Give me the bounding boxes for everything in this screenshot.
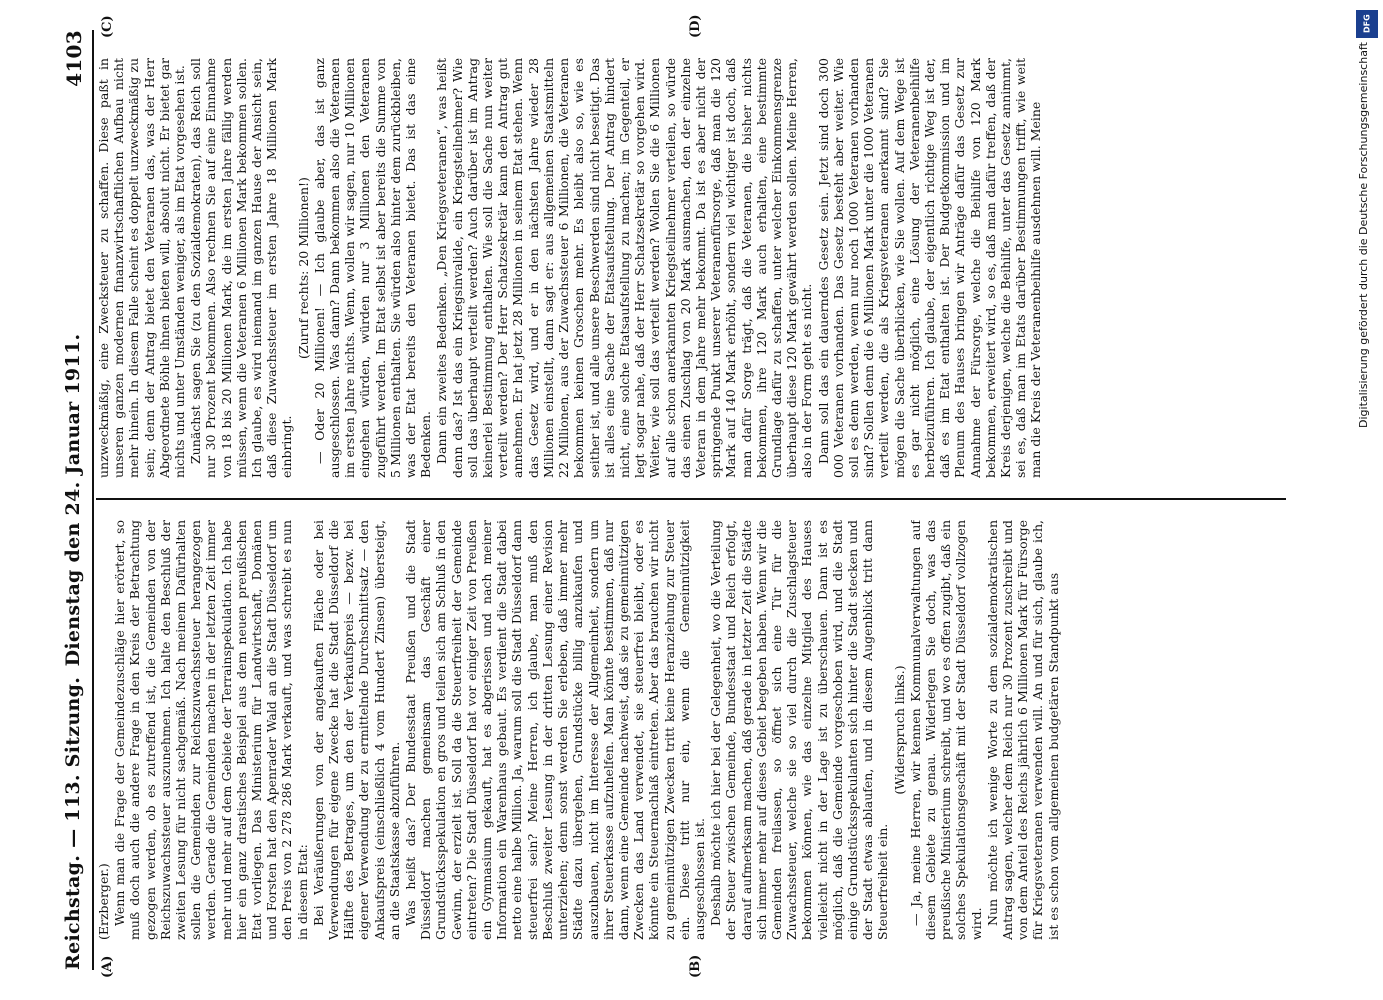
margin-mark-b: (B) <box>688 954 703 978</box>
page-header <box>52 30 94 970</box>
paragraph: unzweckmäßig, eine Zwecksteuer zu schaffen. Diese paßt in unseren ganzen modernen finanzwirtschaftlichen Aufbau nicht mehr hinein. In diesem Falle scheint es doppelt unzweckmäßig zu sein; denn der Antrag bietet den Veteranen das, was der Herr Abgeordnete Böhle ihnen bieten will, absolut nicht. Er bietet gar nichts und unter Umständen weniger, als im Etat vorgesehen ist. <box>96 58 188 478</box>
interjection: (Widerspruch links.) <box>891 665 907 795</box>
paragraph: Zunächst sagen Sie (zu den Sozialdemokraten), das Reich soll nur 30 Prozent bekommen. Also rechnen Sie auf eine Einnahme von 18 bis 20 Millionen Mark, die im ersten Jahre fällig werden müssen, wenn die Veteranen 6 Millionen Mark bekommen sollen. Ich glaube, es wird niemand im ganzen Hause der Ansicht sein, daß diese Zuwachssteuer im ersten Jahre 18 Millionen Mark einbringt. <box>188 58 295 478</box>
paragraph: Deshalb möchte ich hier bei der Gelegenheit, wo die Verteilung der Steuer zwischen Gemeinde, Bundesstaat und Reich erfolgt, darauf aufmerksam machen, daß gerade in letzter Zeit die Städte sich immer mehr auf dieses Gebiet begeben haben. Wenn wir die Gemeinden freilassen, so öffnet sich eine Tür für die Zuwachssteuer, welche sie so viel durch die Zuschlagsteuer bekommen können, wie das einzelne Mitglied des Hauses vielleicht nicht in der Lage ist zu überschauen. Dann ist es möglich, daß die Gemeinde vorgeschoben wird, und die Stadt einige Grundstücksspekulanten sich hinter die Stadt stecken und der Stadt etwas ablaufen, und in diesem Augenblick tritt dann Steuerfreiheit ein. <box>708 520 891 940</box>
page-number: 4103 <box>62 30 86 87</box>
paragraph: Wenn man die Frage der Gemeindezuschläge hier erörtert, so muß doch auch die andere Frage in den Kreis der Betrachtung gezogen werden, ob es zutreffend ist, die Gemeinden von der Reichszuwachssteuer auszunehmen. Ich halte den Beschluß der zweiten Lesung für nicht sachgemäß. Nach meinem Dafürhalten sollen die Gemeinden zur Reichszuwachssteuer herangezogen werden. Gerade die Gemeinden machen in der letzten Zeit immer mehr und mehr auf dem Gebiete der Terrainspekulation. Ich habe hier ein ganz drastisches Beispiel aus dem neuen preußischen Etat vorliegen. Das Ministerium für Landwirtschaft, Domänen und Forsten hat den Apenrader Wald an die Stadt Düsseldorf um den Preis von 2 278 286 Mark verkauft, und was schreibt es nun in diesem Etat: <box>112 520 310 940</box>
digitization-credit: Digitalisierung gefördert durch die Deutsche Forschungsgemeinschaft <box>1357 42 1370 428</box>
quoted-paragraph: Bei Veräußerungen von der angekauften Fläche oder bei Verwendungen für eigene Zwecke hat die Stadt Düsseldorf die Hälfte des Betrages, um den der Verkaufspreis — bezw. bei eigener Verwendung der zu ermittelnde Durchschnittsatz — den Ankaufspreis (einschließlich 4 vom Hundert Zinsen) übersteigt, an die Staatskasse abzuführen. <box>310 520 402 940</box>
paragraph: — Ja, meine Herren, wir kennen Kommunalverwaltungen auf diesem Gebiete zu genau. Widerlegen Sie doch, was das preußische Ministerium schreibt, und wo es offen zugibt, daß ein solches Spekulationsgeschäft mit der Stadt Düsseldorf vollzogen wird. <box>907 520 984 940</box>
header-left: Reichstag. — 113. Sitzung. <box>62 676 84 970</box>
paragraph: Dann ein zweites Bedenken. „Den Kriegsveteranen“, was heißt denn das? Ist das ein Kriegsinvalide, ein Kriegsteilnehmer? Wie soll das überhaupt verteilt werden? Auch darüber ist im Antrag keinerlei Bestimmung enthalten. Wie soll die Sache nun weiter verteilt werden? Der Herr Schatzsekretär kann den Antrag gut annehmen. Er hat jetzt 28 Millionen in seinem Etat stehen. Wenn das Gesetz wird, und er in den nächsten Jahre wieder 28 Millionen einstellt, dann sagt er: aus allgemeinen Staatsmitteln 22 Millionen, aus der Zuwachssteuer 6 Millionen, die Veteranen bekommen keinen Groschen mehr. Es bleibt also so, wie es seither ist, und alle unsere Beschwerden sind nicht beseitigt. Das ist alles eine Sache der Etatsaufstellung. Der Antrag hindert nicht, eine solche Etatsaufstellung zu machen; im Gegenteil, er legt sogar nahe, daß der Herr Schatzsekretär so vorgehen wird. Weiter, wie soll das verteilt werden? Wollen Sie die 6 Millionen auf alle schon anerkannten Kriegsteilnehmer verteilen, so würde das einen Zuschlag von 20 Mark ausmachen, den der einzelne Veteran in dem Jahre mehr bekommt. Da ist es aber nicht der springende Punkt unserer Veteranenfürsorge, daß man die 120 Mark auf 140 Mark erhöht, sondern viel wichtiger ist doch, daß man dafür Sorge trägt, daß die Veteranen, die bisher nichts bekommen, ihre 120 Mark auch erhalten, eine bestimmte Grundlage dafür zu schaffen, unter welcher Einkommensgrenze überhaupt diese 120 Mark gewährt werden sollen. Meine Herren, also in der Form geht es nicht. <box>434 58 815 478</box>
paragraph: Was heißt das? Der Bundesstaat Preußen und die Stadt Düsseldorf machen gemeinsam das Geschäft einer Grundstücksspekulation en gros und teilen sich am Schluß in den Gewinn, der erzielt ist. Soll da die Steuerfreiheit der Gemeinde eintreten? Die Stadt Düsseldorf hat vor einiger Zeit von Preußen ein Gymnasium gekauft, hat es abgerissen und nach meiner Information ein Warenhaus gebaut. Es verdient die Stadt dabei netto eine halbe Million. Ja, warum soll die Stadt Düsseldorf dann steuerfrei sein? Meine Herren, ich glaube, man muß den Beschluß zweiter Lesung in der dritten Lesung einer Revision unterziehen; denn sonst werden Sie erleben, daß immer mehr Städte dazu übergehen, Grundstücke billig anzukaufen und auszubauen, nicht im Interesse der Allgemeinheit, sondern um ihrer Steuerkasse aufzuhelfen. Man könnte bestimmen, daß nur dann, wenn eine Gemeinde nachweist, daß sie zu gemeinnützigen Zwecken das Land verwendet, sie steuerfrei bleibt, oder es könnte ein Steuernachlaß eintreten. Aber das brauchen wir nicht zu gemeinnützigen Zwecken tritt keine Heranziehung zur Steuer ein. Diese tritt nur ein, wenn die Gemeinnützigkeit ausgeschlossen ist. <box>403 520 707 940</box>
speaker-label: (Erzberger.) <box>96 863 111 940</box>
margin-mark-c: (C) <box>100 15 115 38</box>
margin-mark-a: (A) <box>100 955 115 978</box>
paragraph: Nun möchte ich wenige Worte zu dem sozialdemokratischen Antrag sagen, welcher dem Reich nur 30 Prozent zuschreibt und von dem Anteil des Reichs jährlich 6 Millionen Mark für Fürsorge für Kriegsveteranen verwenden will. An und für sich, glaube ich, ist es schon vom allgemeinen budgetären Standpunkt aus <box>984 520 1061 940</box>
paragraph: Dann soll das ein dauerndes Gesetz sein. Jetzt sind doch 300 000 Veteranen vorhanden. Das Gesetz besteht aber weiter. Wie soll es denn werden, wenn nur noch 1000 Veteranen vorhanden sind? Sollen denn die 6 Millionen Mark unter die 1000 Veteranen verteilt werden, die als Kriegsveteranen anerkannt sind? Sie mögen die Sache überblicken, wie Sie wollen. Auf dem Wege ist es gar nicht möglich, eine Lösung der Veteranenbeihilfe herbeizuführen. Ich glaube, der eigentlich richtige Weg ist der, daß es im Etat enthalten ist. Der Budgetkommission und im Plenum des Hauses bringen wir Anträge dafür das Gesetz zur Annahme der Fürsorge, welche die Beihilfe von 120 Mark bekommen, erweitert wird, so es, daß man dafür treffen, daß der Kreis derjenigen, welche die Beihilfe, unter das Gesetz annimmt, sei es, daß man im Etats darüber Bestimmungen trifft, wie weit man die Kreis der Veteranenbeihilfe ausdehnen will. Meine <box>815 58 1044 478</box>
dfg-logo-icon: DFG <box>1356 10 1378 38</box>
text-column-left <box>96 520 1286 940</box>
paragraph: — Oder 20 Millionen! — Ich glaube aber, das ist ganz ausgeschlossen. Was dann? Dann bekommen also die Veteranen im ersten Jahre nichts. Wenn, wollen wir sagen, nur 10 Millionen eingehen würden, würden nur 3 Millionen den Veteranen zugeführt werden. Im Etat selbst ist aber bereits die Summe von 5 Millionen enthalten. Sie würden also hinter dem zurückbleiben, was der Etat bereits den Veteranen bietet. Das ist das eine Bedenken. <box>311 58 434 478</box>
margin-mark-d: (D) <box>688 14 703 38</box>
column-divider <box>96 498 1286 500</box>
header-date: Dienstag den 24. Januar 1911. <box>62 333 84 667</box>
text-column-right <box>96 58 1286 478</box>
interjection: (Zuruf rechts: 20 Millionen!) <box>295 177 311 359</box>
